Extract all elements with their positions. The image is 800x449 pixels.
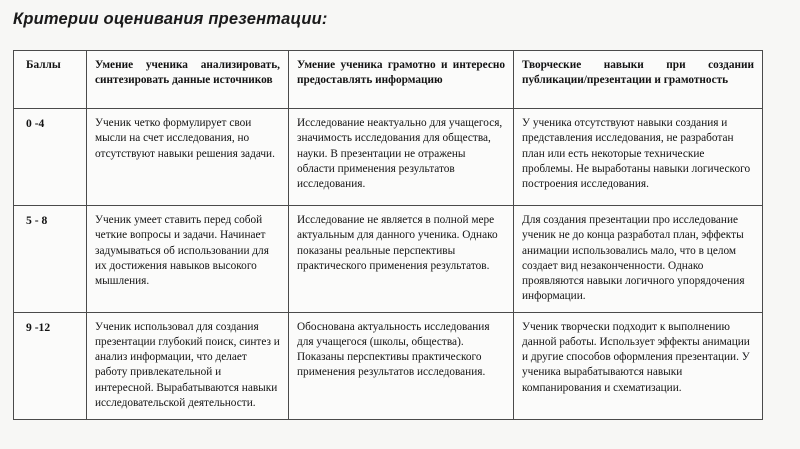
cell-presentation: Исследование неактуально для учащегося, значимость исследования для общества, науки. В презентации не отражены области применения результатов исследования. (289, 109, 514, 206)
column-header-score: Баллы (14, 51, 87, 109)
cell-creative: У ученика отсутствуют навыки создания и представления исследования, не разработан план или есть некоторые технические проблемы. Не выработаны навыки логического построения исследования. (514, 109, 763, 206)
cell-analysis: Ученик использовал для создания презентации глубокий поиск, синтез и анализ информации, что делает работу привлекательной и интересной. Вырабатываются навыки исследовательской деятельности. (87, 312, 289, 419)
cell-creative: Ученик творчески подходит к выполнению данной работы. Использует эффекты анимации и другие способов оформления презентации. У ученика вырабатываются навыки компанирования и схематизации. (514, 312, 763, 419)
table-row (14, 109, 763, 206)
presentation-grading-rubric-table (13, 50, 763, 420)
cell-score: 5 - 8 (14, 206, 87, 313)
table-header-row (14, 51, 763, 109)
column-header-analysis-skill: Умение ученика анализировать, синтезировать данные источников (87, 51, 289, 109)
cell-analysis: Ученик умеет ставить перед собой четкие вопросы и задачи. Начинает задумываться об использовании для их достижения навыков высокого мышления. (87, 206, 289, 313)
cell-presentation: Обоснована актуальность исследования для учащегося (школы, общества). Показаны перспективы практического применения результатов исследования. (289, 312, 514, 419)
table-row (14, 206, 763, 313)
column-header-presentation-skill: Умение ученика грамотно и интересно предоставлять информацию (289, 51, 514, 109)
page-title: Критерии оценивания презентации: (13, 10, 328, 28)
cell-score: 0 -4 (14, 109, 87, 206)
cell-creative: Для создания презентации про исследование ученик не до конца разработал план, эффекты анимации использовались мало, что в целом создает вид незаконченности. Однако проявляются навыки логичного упорядочения информации. (514, 206, 763, 313)
column-header-creative-skill: Творческие навыки при создании публикации/презентации и грамотность (514, 51, 763, 109)
table-row (14, 312, 763, 419)
cell-analysis: Ученик четко формулирует свои мысли на счет исследования, но отсутствуют навыки решения задачи. (87, 109, 289, 206)
cell-score: 9 -12 (14, 312, 87, 419)
cell-presentation: Исследование не является в полной мере актуальным для данного ученика. Однако показаны реальные перспективы практического применения результатов. (289, 206, 514, 313)
table-header (14, 51, 763, 109)
table-body (14, 109, 763, 420)
